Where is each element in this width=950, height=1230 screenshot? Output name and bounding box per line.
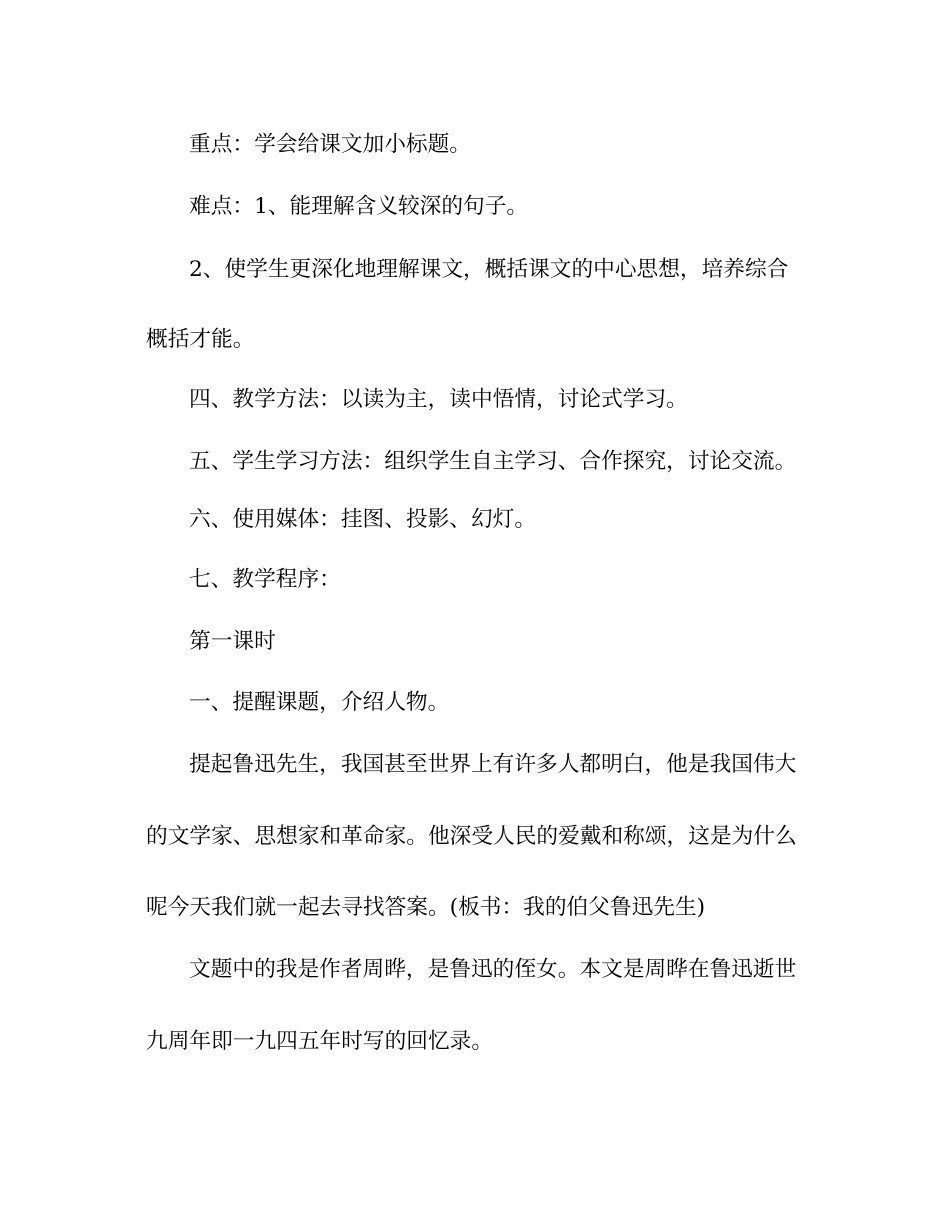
teaching-method-line: 四、教学方法：以读为主，读中悟情，讨论式学习。 [189, 387, 688, 412]
section-one-heading: 一、提醒课题，介绍人物。 [189, 690, 450, 715]
media-line: 六、使用媒体：挂图、投影、幻灯。 [189, 507, 537, 532]
key-point-line: 重点：学会给课文加小标题。 [189, 132, 471, 157]
difficulty-line-2-cont: 概括才能。 [146, 327, 255, 352]
learning-method-line: 五、学生学习方法：组织学生自主学习、合作探究，讨论交流。 [189, 449, 797, 474]
paragraph-author-line-2: 九周年即一九四五年时写的回忆录。 [146, 1029, 494, 1054]
procedure-heading: 七、教学程序： [189, 567, 341, 592]
first-lesson-heading: 第一课时 [189, 629, 276, 654]
difficulty-line-1: 难点：1、能理解含义较深的句子。 [189, 194, 529, 219]
paragraph-lu-xun-line-3: 呢今天我们就一起去寻找答案。(板书：我的伯父鲁迅先生) [146, 895, 706, 920]
paragraph-lu-xun-line-1: 提起鲁迅先生，我国甚至世界上有许多人都明白，他是我国伟大 [189, 752, 797, 777]
difficulty-line-2: 2、使学生更深化地理解课文，概括课文的中心思想，培养综合 [189, 257, 789, 282]
paragraph-author-line-1: 文题中的我是作者周晔，是鲁迅的侄女。本文是周晔在鲁迅逝世 [189, 957, 797, 982]
paragraph-lu-xun-line-2: 的文学家、思想家和革命家。他深受人民的爱戴和称颂，这是为什么 [146, 824, 797, 849]
